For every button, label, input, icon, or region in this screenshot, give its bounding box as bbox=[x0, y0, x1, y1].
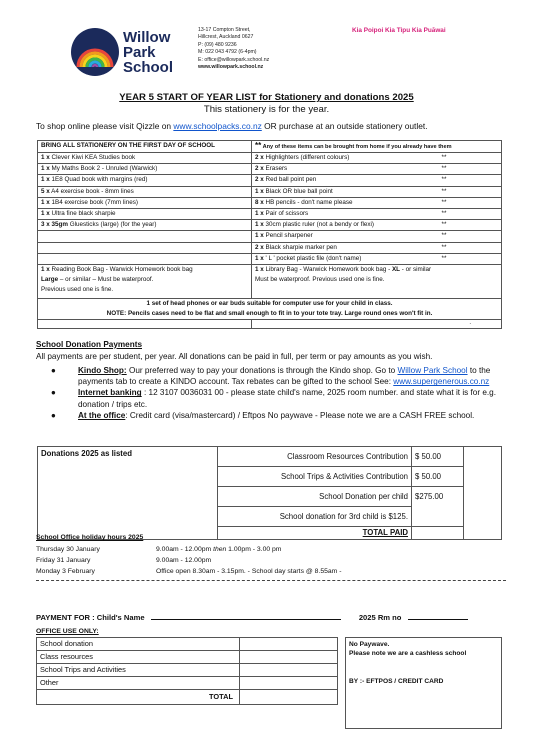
school-logo bbox=[70, 27, 188, 77]
empty-cell bbox=[464, 447, 502, 540]
address-line: 13-17 Compton Street, bbox=[198, 27, 251, 33]
hours-row: Thursday 30 January 9.00am - 12.00pm then 1.00pm - 3.00 pm bbox=[36, 546, 282, 553]
office-value[interactable] bbox=[240, 651, 338, 664]
reading-bag-item: 1 x Reading Book Bag - Warwick Homework book bag Large – or similar – Must be waterproof. Previous used one is fine. bbox=[38, 264, 252, 298]
donation-item: School donation for 3rd child is $125. bbox=[218, 507, 412, 527]
office-value[interactable] bbox=[240, 638, 338, 651]
table-row bbox=[38, 242, 502, 253]
table-row bbox=[37, 638, 338, 651]
right-item: 1 x Black OR blue ball point bbox=[252, 186, 442, 197]
phone-line: P: (09) 480 9236 bbox=[198, 41, 237, 48]
table-row bbox=[38, 447, 502, 467]
donation-amount bbox=[412, 507, 464, 527]
cut-line bbox=[36, 580, 506, 581]
left-item: 1 x Ultra fine black sharpie bbox=[38, 208, 252, 219]
payment-by-text: BY :- EFTPOS / CREDIT CARD bbox=[349, 678, 444, 685]
right-item: 2 x Red ball point pen bbox=[252, 175, 442, 186]
left-item: 1 x Clever Kiwi KEA Studies book bbox=[38, 153, 252, 164]
empty-cell bbox=[38, 319, 252, 328]
table-row bbox=[38, 153, 502, 164]
schoolpacks-link[interactable]: www.schoolpacks.co.nz bbox=[173, 121, 262, 131]
office-value[interactable] bbox=[240, 664, 338, 677]
left-item: 5 x A4 exercise book - 8mm lines bbox=[38, 186, 252, 197]
table-row bbox=[37, 651, 338, 664]
home-mark: ** bbox=[442, 208, 502, 219]
right-item: 1 x Pencil sharpener bbox=[252, 231, 442, 242]
right-item: 2 x Erasers bbox=[252, 164, 442, 175]
left-item bbox=[38, 231, 252, 242]
total-paid-value[interactable] bbox=[412, 527, 464, 540]
left-item: 1 x My Maths Book 2 - Unruled (Warwick) bbox=[38, 164, 252, 175]
right-item: 1 x ' L ' pocket plastic file (don't name) bbox=[252, 253, 442, 264]
donation-amount: $ 50.00 bbox=[412, 447, 464, 467]
payment-methods-list bbox=[36, 365, 506, 421]
office-hours-heading: School Office holiday hours 2025 bbox=[36, 534, 144, 541]
logo-word-1: Willow bbox=[123, 29, 171, 46]
office-item: Class resources bbox=[37, 651, 240, 664]
library-bag-item: 1 x Library Bag - Warwick Homework book bag - XL - or similar Must be waterproof. Previous used one is fine. bbox=[252, 264, 502, 298]
bag-row bbox=[38, 264, 502, 298]
mobile-line: M: 022 043 4792 (6-4pm) bbox=[198, 49, 257, 56]
stationery-header-row bbox=[38, 141, 502, 153]
office-total-value[interactable] bbox=[240, 690, 338, 705]
hours-row: Monday 3 February Office open 8.30am - 3.15pm. - School day starts @ 8.55am - bbox=[36, 568, 342, 575]
list-item: ● At the office: Credit card (visa/mastercard) / Eftpos No paywave - Please note we are a CASH FREE school. bbox=[51, 410, 475, 420]
page-subtitle: This stationery is for the year. bbox=[203, 104, 330, 115]
donation-amount: $ 50.00 bbox=[412, 467, 464, 487]
table-row bbox=[38, 220, 502, 231]
bullet-icon: ● bbox=[51, 410, 56, 420]
website-line: www.willowpark.school.nz bbox=[198, 64, 264, 71]
left-item bbox=[38, 242, 252, 253]
bullet-icon: ● bbox=[51, 366, 56, 375]
total-paid-label: TOTAL PAID bbox=[218, 527, 412, 540]
table-row bbox=[38, 164, 502, 175]
home-mark: ** bbox=[442, 164, 502, 175]
donation-item: School Donation per child bbox=[218, 487, 412, 507]
donation-amount: $275.00 bbox=[412, 487, 464, 507]
right-item: 8 x HB pencils - don't name please bbox=[252, 197, 442, 208]
logo-word-2: Park bbox=[123, 44, 156, 61]
shop-text-after: OR purchase at an outside stationery outlet. bbox=[261, 121, 428, 131]
address-line: Hillcrest, Auckland 0627 bbox=[198, 34, 254, 41]
left-item bbox=[38, 253, 252, 264]
left-item: 1 x 1B4 exercise book (7mm lines) bbox=[38, 197, 252, 208]
email-line: E: office@willowpark.school.nz bbox=[198, 56, 270, 63]
total-row bbox=[37, 690, 338, 705]
office-use-table bbox=[36, 637, 338, 705]
office-item: School donation bbox=[37, 638, 240, 651]
left-item: 1 x 1E8 Quad book with margins (red) bbox=[38, 175, 252, 186]
right-item: 1 x 30cm plastic ruler (not a bendy or flexi) bbox=[252, 220, 442, 231]
header-left: BRING ALL STATIONERY ON THE FIRST DAY OF SCHOOL bbox=[38, 141, 252, 153]
donation-item: Classroom Resources Contribution bbox=[218, 447, 412, 467]
stationery-table bbox=[37, 140, 502, 329]
room-number-field[interactable] bbox=[408, 612, 468, 620]
shop-online-line bbox=[36, 121, 428, 131]
donations-table bbox=[37, 446, 502, 540]
list-item: ● Kindo Shop: Our preferred way to pay your donations is through the Kindo shop. Go to Willow Park School to the payments tab to create a KINDO account. Tax rebates can be gifted to the school See: www.supergenerous.co.nz bbox=[51, 366, 491, 387]
page-title: YEAR 5 START OF YEAR LIST for Stationery and donations 2025 bbox=[119, 92, 414, 103]
table-row bbox=[38, 197, 502, 208]
kindo-link[interactable]: Willow Park School bbox=[397, 366, 468, 375]
office-value[interactable] bbox=[240, 677, 338, 690]
table-row bbox=[38, 208, 502, 219]
school-address bbox=[198, 27, 269, 71]
table-row bbox=[37, 664, 338, 677]
header-right-text: Any of these items can be brought from home if you already have them bbox=[261, 144, 452, 150]
home-mark: ** bbox=[442, 253, 502, 264]
office-item: School Trips and Activities bbox=[37, 664, 240, 677]
home-mark: ** bbox=[442, 186, 502, 197]
right-item: 1 x Pair of scissors bbox=[252, 208, 442, 219]
supergenerous-link[interactable]: www.supergenerous.co.nz bbox=[393, 377, 490, 387]
payment-for-line: PAYMENT FOR : Child's Name 2025 Rm no bbox=[36, 612, 468, 622]
right-item: 2 x Black sharpie marker pen bbox=[252, 242, 442, 253]
donation-item: School Trips & Activities Contribution bbox=[218, 467, 412, 487]
home-mark: ** bbox=[442, 242, 502, 253]
table-row bbox=[38, 253, 502, 264]
office-item: Other bbox=[37, 677, 240, 690]
cashless-notice-box bbox=[345, 637, 502, 729]
table-row bbox=[38, 175, 502, 186]
school-motto: Kia Poipoi Kia Tipu Kia Puāwai bbox=[352, 27, 446, 34]
shop-text: To shop online please visit Qizzle on bbox=[36, 121, 174, 131]
home-mark: ** bbox=[442, 175, 502, 186]
list-item: ● Internet banking : 12 3107 0036031 00 - please state child's name, 2025 room number. and state what it is for e.g. donation / trips etc. bbox=[51, 388, 496, 409]
table-row bbox=[38, 186, 502, 197]
donation-heading: School Donation Payments bbox=[36, 340, 142, 349]
logo-word-3: School bbox=[123, 59, 174, 76]
header-right bbox=[252, 141, 502, 153]
headphones-note: 1 set of head phones or ear buds suitable for computer use for your child in class. NOTE: Pencils cases need to be flat and small enough to fit in to your tote tray. Large round ones won't fit in. bbox=[38, 298, 502, 319]
no-paywave-text: No Paywave. bbox=[349, 641, 390, 648]
left-item: 3 x 35gm Gluesticks (large) (for the year) bbox=[38, 220, 252, 231]
child-name-field[interactable] bbox=[151, 612, 341, 620]
home-mark: ** bbox=[442, 197, 502, 208]
home-mark: ** bbox=[442, 153, 502, 164]
right-item: 2 x Highlighters (different colours) bbox=[252, 153, 442, 164]
hours-row: Friday 31 January 9.00am - 12.00pm bbox=[36, 557, 212, 564]
empty-row bbox=[38, 319, 502, 328]
home-mark: ** bbox=[442, 231, 502, 242]
home-mark: ** bbox=[442, 220, 502, 231]
note-row bbox=[38, 298, 502, 319]
office-total-label: TOTAL bbox=[37, 690, 240, 705]
bullet-icon: ● bbox=[51, 388, 56, 398]
empty-cell: . bbox=[252, 319, 502, 328]
table-row bbox=[38, 231, 502, 242]
table-row bbox=[37, 677, 338, 690]
rainbow-logo-icon bbox=[71, 28, 119, 76]
header-stars: ** bbox=[255, 141, 262, 150]
donations-label: Donations 2025 as listed bbox=[38, 447, 218, 540]
cashless-text: Please note we are a cashless school bbox=[349, 650, 467, 657]
office-use-heading: OFFICE USE ONLY: bbox=[36, 628, 99, 635]
donation-intro: All payments are per student, per year. All donations can be paid in full, per term or pay amounts as you wish. bbox=[36, 352, 433, 361]
